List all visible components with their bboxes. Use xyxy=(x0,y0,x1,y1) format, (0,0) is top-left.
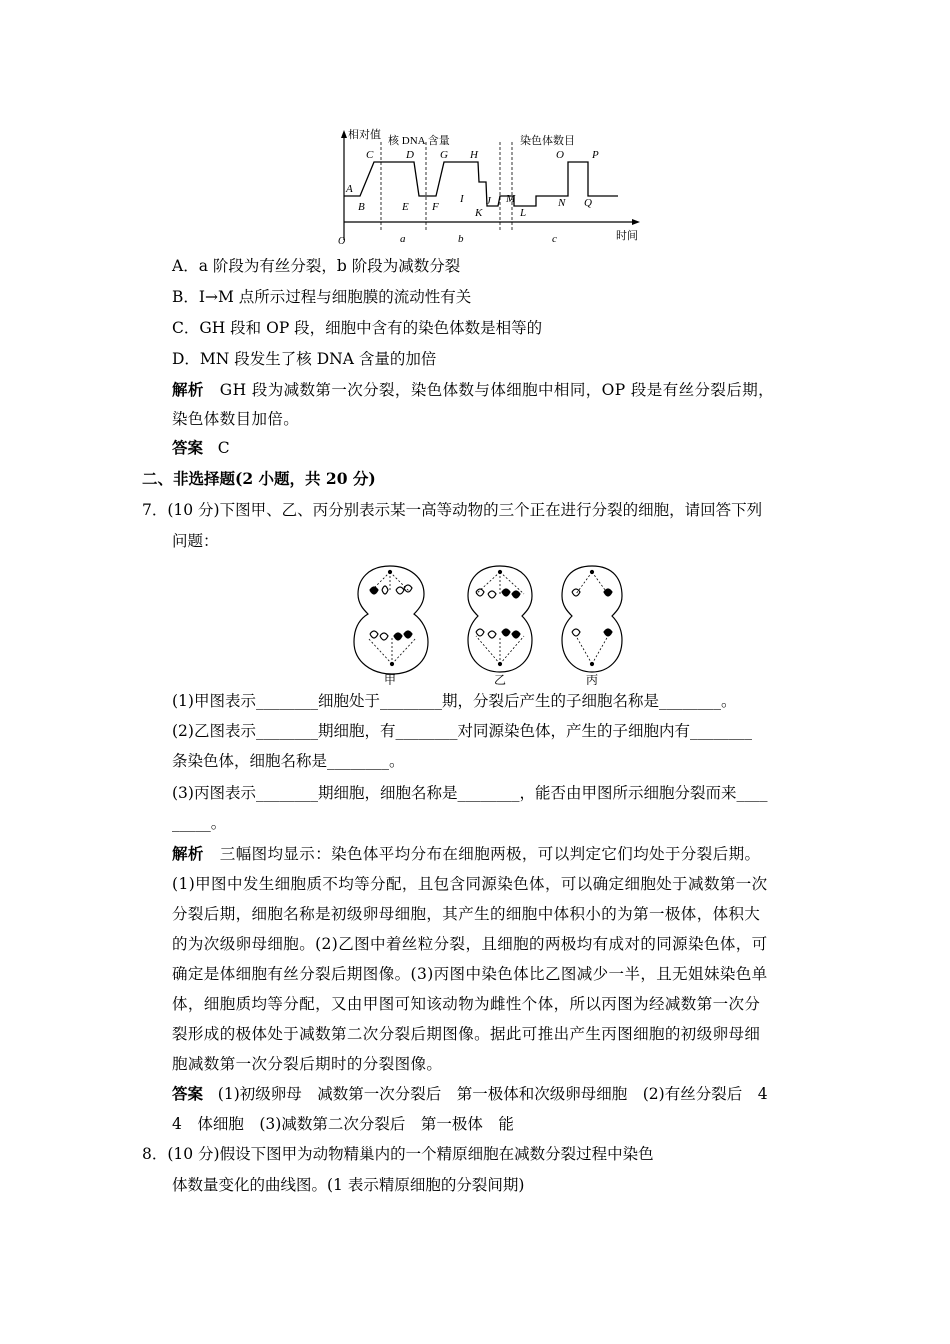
answer-label: 答案 xyxy=(172,438,204,457)
point-P: P xyxy=(592,149,599,161)
q7-analysis-line3: 分裂后期，细胞名称是初级卵母细胞，其产生的细胞中体积小的为第一极体，体积大 xyxy=(172,905,761,923)
q8-stem-line2: 体数量变化的曲线图。(1 表示精原细胞的分裂间期) xyxy=(172,1176,525,1194)
q6-option-c: C．GH 段和 OP 段，细胞中含有的染色体数是相等的 xyxy=(172,319,543,337)
stage-b: b xyxy=(458,233,464,245)
point-M: M xyxy=(506,193,516,205)
xlabel: 时间 xyxy=(616,230,638,242)
cell-bing xyxy=(562,566,622,672)
dna-chromosome-curve-figure xyxy=(336,126,646,248)
answer-value: C xyxy=(217,439,230,457)
q7-sub3-line2: _____。 xyxy=(172,814,227,832)
q7-answer-line1 xyxy=(172,1083,768,1105)
q7-stem-line2: 问题： xyxy=(172,532,219,550)
point-E: E xyxy=(402,201,409,213)
q6-option-d: D．MN 段发生了核 DNA 含量的加倍 xyxy=(172,350,437,368)
point-O: O xyxy=(556,149,564,161)
cell-yi xyxy=(468,566,532,672)
point-N: N xyxy=(558,197,566,209)
q7-stem-line1: 7．(10 分)下图甲、乙、丙分别表示某一高等动物的三个正在进行分裂的细胞，请回答下列 xyxy=(142,501,763,519)
ylabel: 相对值 xyxy=(348,129,381,141)
analysis-text: GH 段为减数第一次分裂，染色体数与体细胞中相同，OP 段是有丝分裂后期， xyxy=(219,381,774,399)
q6-option-b: B．I→M 点所示过程与细胞膜的流动性有关 xyxy=(172,288,472,306)
point-D: D xyxy=(406,149,414,161)
cell-jia xyxy=(354,566,428,674)
q7-answer-line2: 4 体细胞 (3)减数第二次分裂后 第一极体 能 xyxy=(172,1115,514,1133)
cell-division-figure xyxy=(350,560,640,685)
point-F: F xyxy=(432,201,439,213)
point-Q: Q xyxy=(584,197,592,209)
label-chrom: 染色体数目 xyxy=(520,135,575,147)
q7-analysis-line1 xyxy=(172,843,760,865)
q7-sub2-line1: (2)乙图表示________期细胞，有________对同源染色体，产生的子细胞内有________ xyxy=(172,722,752,740)
point-L: L xyxy=(520,207,527,219)
point-H: H xyxy=(470,149,478,161)
point-K: K xyxy=(475,207,483,219)
label-dna: 核 DNA 含量 xyxy=(388,135,450,147)
stage-c: c xyxy=(552,233,557,245)
analysis-label: 解析 xyxy=(172,380,204,399)
q6-option-a: A．a 阶段为有丝分裂，b 阶段为减数分裂 xyxy=(172,257,461,275)
analysis-text: 三幅图均显示：染色体平均分布在细胞两极，可以判定它们均处于分裂后期。 xyxy=(219,845,761,863)
answer-label: 答案 xyxy=(172,1084,204,1103)
point-A: A xyxy=(346,183,353,195)
q7-analysis-line8: 胞减数第一次分裂后期时的分裂图像。 xyxy=(172,1055,443,1073)
point-B: B xyxy=(358,201,365,213)
q6-answer xyxy=(172,437,230,459)
q7-sub1: (1)甲图表示________细胞处于________期，分裂后产生的子细胞名称是________。 xyxy=(172,692,737,710)
stage-a: a xyxy=(400,233,406,245)
answer-text: (1)初级卵母 减数第一次分裂后 第一极体和次级卵母细胞 (2)有丝分裂后 4 xyxy=(217,1085,768,1103)
q7-analysis-line5: 确定是体细胞有丝分裂后期图像。(3)丙图中染色体比乙图减少一半，且无姐妹染色单 xyxy=(172,965,768,983)
point-I: I xyxy=(460,193,464,205)
q6-analysis-line2: 染色体数目加倍。 xyxy=(172,410,300,428)
cell-label-jia: 甲 xyxy=(384,673,397,685)
q8-stem-line1: 8．(10 分)假设下图甲为动物精巢内的一个精原细胞在减数分裂过程中染色 xyxy=(142,1145,654,1163)
cell-label-yi: 乙 xyxy=(494,673,507,685)
q7-analysis-line4: 的为次级卵母细胞。(2)乙图中着丝粒分裂，且细胞的两极均有成对的同源染色体，可 xyxy=(172,935,768,953)
q7-sub3-line1: (3)丙图表示________期细胞，细胞名称是________，能否由甲图所示细胞分裂而来____ xyxy=(172,784,768,802)
analysis-label: 解析 xyxy=(172,844,204,863)
q6-analysis-line1 xyxy=(172,379,774,401)
point-J: J xyxy=(486,195,491,207)
section2-heading: 二、非选择题(2 小题，共 20 分) xyxy=(142,469,376,488)
origin-label: O xyxy=(338,236,346,247)
q7-analysis-line6: 体，细胞质均等分配，又由甲图可知该动物为雌性个体，所以丙图为经减数第一次分 xyxy=(172,995,761,1013)
cell-label-bing: 丙 xyxy=(586,673,599,685)
point-C: C xyxy=(366,149,374,161)
point-G: G xyxy=(440,149,448,161)
q7-analysis-line7: 裂形成的极体处于减数第二次分裂后期图像。据此可推出产生丙图细胞的初级卵母细 xyxy=(172,1025,761,1043)
q7-sub2-line2: 条染色体，细胞名称是________。 xyxy=(172,752,405,770)
q7-analysis-line2: (1)甲图中发生细胞质不均等分配，且包含同源染色体，可以确定细胞处于减数第一次 xyxy=(172,875,768,893)
